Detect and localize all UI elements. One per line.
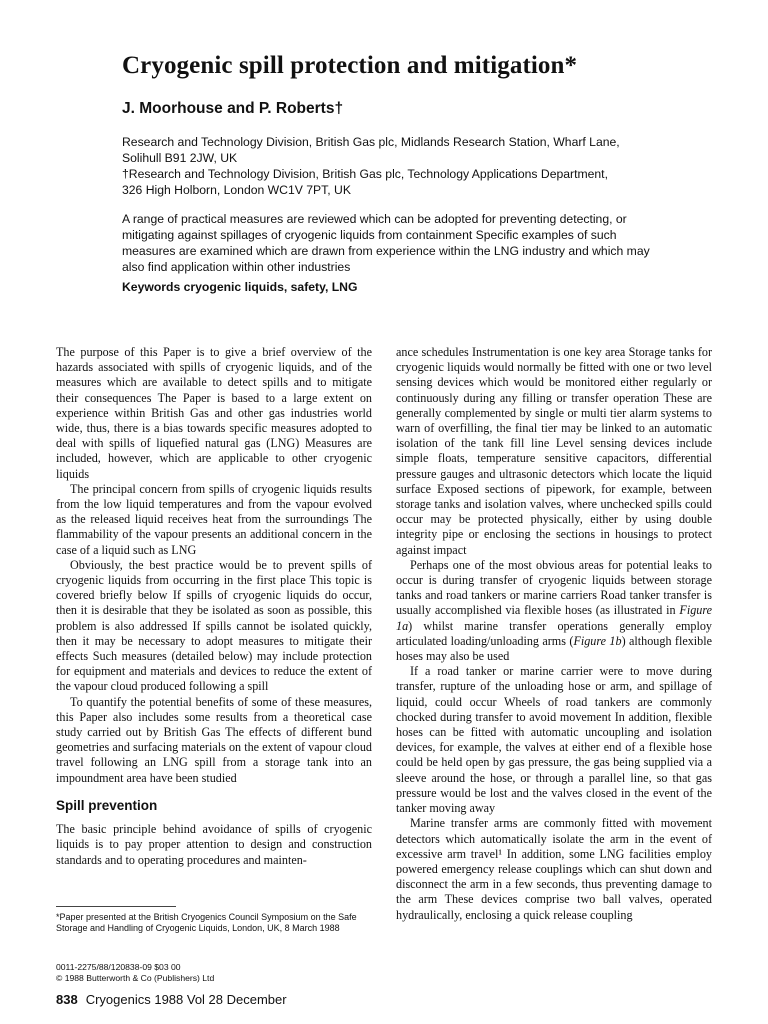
text-run: ) although flexible hoses may also be used [396, 633, 712, 664]
body-paragraph: To quantify the potential benefits of some of these measures, this Paper also includes some results from a theoretical case study carried out by British Gas The effects of different bund geometries and surfacing materials on the extent of vapour cloud travel following an LNG spill from a storage tank into an impoundment area have been studied [56, 694, 372, 785]
imprint [56, 962, 372, 983]
article-title: Cryogenic spill protection and mitigation* [122, 52, 578, 79]
figure-reference: Figure 1b [573, 633, 622, 648]
right-column [396, 345, 712, 923]
body-paragraph: The principal concern from spills of cryogenic liquids results from the low liquid temperatures and from the vapour evolved as the released liquid receives heat from the surroundings The flammability of the vapour presents an additional concern in the case of a liquid such as LNG [56, 481, 372, 557]
body-paragraph: If a road tanker or marine carrier were to move during transfer, rupture of the unloading hose or arm, and spillage of liquid, could occur Wheels of road tankers are commonly chocked during transfer to avoid movement In addition, flexible hoses can be fitted with automatic uncoupling and isolation devices, for example, the valves at either end of a flexible hose could be held open by gas pressure, the gas being supplied via a sleeve around the hose, or through a parallel line, so that gas pressure would be lost and the valves closed in the event of the tanker moving away [396, 664, 712, 816]
imprint-line: 0011-2275/88/120838-09 $03 00 [56, 962, 181, 972]
affiliation-line: †Research and Technology Division, British Gas plc, Technology Applications Department, [122, 167, 608, 181]
keywords: Keywords cryogenic liquids, safety, LNG [122, 280, 358, 294]
section-heading: Spill prevention [56, 797, 158, 813]
imprint-line: © 1988 Butterworth & Co (Publishers) Ltd [56, 972, 215, 983]
journal-citation: Cryogenics 1988 Vol 28 December [85, 992, 287, 1007]
footnote: *Paper presented at the British Cryogenics Council Symposium on the Safe Storage and Handling of Cryogenic Liquids, London, UK, 8 March 1988 [56, 912, 357, 933]
page-footer [56, 992, 456, 1007]
page-number: 838 [56, 992, 78, 1007]
body-paragraph: The purpose of this Paper is to give a brief overview of the hazards associated with spills of cryogenic liquids, and of the measures which are available to detect spills and to mitigate their consequences The Paper is based to a large extent on experience within British Gas and other gas industries world wide, thus, there is a bias towards specific measures adopted to deal with spills of liquefied natural gas (LNG) Measures are included, however, which are applicable to other cryogenic liquids [56, 345, 372, 481]
affiliations [122, 134, 662, 198]
affiliation-line: 326 High Holborn, London WC1V 7PT, UK [122, 183, 351, 197]
abstract: A range of practical measures are reviewed which can be adopted for preventing detecting, or mitigating against spillages of cryogenic liquids from containment Specific examples of such measures are examined which are drawn from experience within the LNG industry and which may also find application within other industries [122, 212, 650, 274]
affiliation-line: Solihull B91 2JW, UK [122, 151, 238, 165]
figure-reference: Figure 1a [396, 603, 712, 633]
body-paragraph: Marine transfer arms are commonly fitted with movement detectors which automatically isolate the arm in the event of excessive arm travel¹ In addition, some LNG facilities employ powered emergency release couplings which can shut down and disconnect the arm in a few seconds, thus preventing damage to the arm These devices comprise two ball valves, operated hydraulically, enclosing a quick release coupling [396, 816, 712, 922]
author-line: J. Moorhouse and P. Roberts† [122, 100, 344, 117]
left-column [56, 345, 372, 868]
footnote-divider [56, 906, 176, 907]
body-paragraph: Obviously, the best practice would be to prevent spills of cryogenic liquids from occurring in the first place This topic is covered briefly below If spills of cryogenic liquids do occur, then it is desirable that they be isolated as soon as possible, this problem is also addressed If spills cannot be isolated quickly, then it may be necessary to adopt measures to mitigate their effects Such measures (detailed below) may include protection for equipment and materials and devices to reduce the extent of the vapour cloud produced following a spill [56, 557, 372, 694]
body-paragraph [396, 558, 712, 664]
text-run: Perhaps one of the most obvious areas for potential leaks to occur is during transfer of cryogenic liquids between storage tanks and road tankers or marine carriers Road tanker transfer is usually accomplished via flexible hoses (as illustrated in [396, 557, 712, 618]
affiliation-line: Research and Technology Division, British Gas plc, Midlands Research Station, Wharf Lane, [122, 135, 620, 149]
text-run: ) whilst marine transfer operations generally employ articulated loading/unloading arms ( [396, 618, 712, 648]
body-paragraph: ance schedules Instrumentation is one key area Storage tanks for cryogenic liquids would normally be fitted with one or two level sensing devices which would be monitored either regularly or continuously during any filling or transfer operation These are generally complemented by single or multi tier alarm systems to warn of overfilling, the final tier may be linked to an automatic isolation of the tank fill line Level sensing devices include simple floats, temperature sensitive capacitors, differential pressure gauges and ultrasonic detectors which locate the liquid surface Exposed sections of pipework, for example, between storage tanks and isolation valves, where unchecked spills could occur may be protected physically, either by using double integrity pipe or enclosing the sections in housings to protect against impact [396, 345, 712, 557]
body-paragraph: The basic principle behind avoidance of spills of cryogenic liquids is to pay proper attention to design and construction standards and to operating procedures and mainten- [56, 822, 372, 867]
